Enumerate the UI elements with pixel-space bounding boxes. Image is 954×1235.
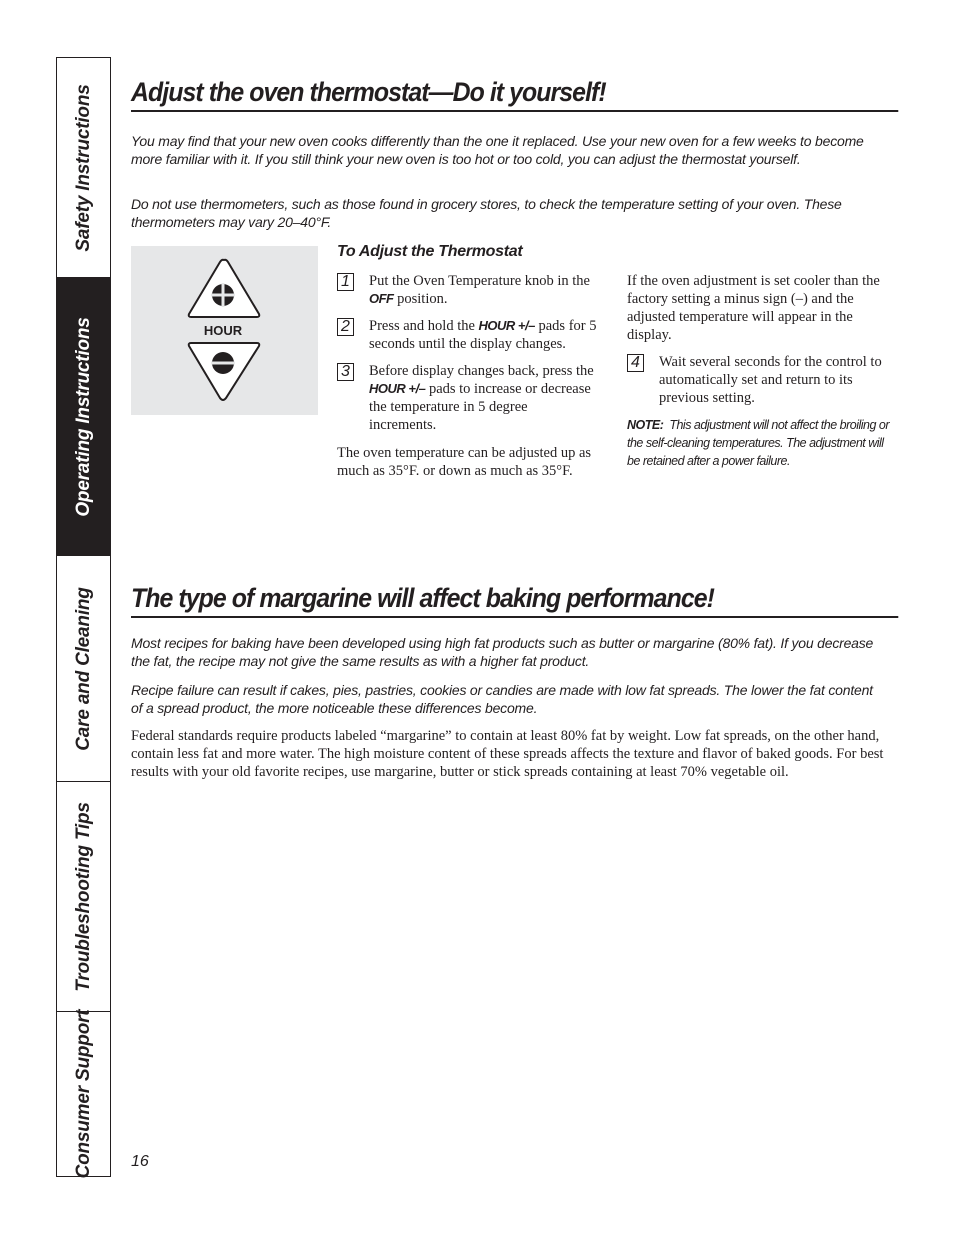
tab-care-and-cleaning[interactable] [57,556,110,782]
step-text-part: Put the Oven Temperature knob in the [369,273,590,289]
thermostat-intro-2: Do not use thermometers, such as those found in grocery stores, to check the temperature setting of your oven. These thermometers may vary 20–40°F. [131,196,842,230]
tab-label: Care and Cleaning [72,586,94,751]
tab-operating-instructions[interactable] [57,278,110,556]
tab-label: Safety Instructions [72,83,94,252]
step-text-part: Before display changes back, press the [369,363,594,379]
tab-safety-instructions[interactable] [57,58,110,278]
tab-label: Operating Instructions [72,316,94,517]
step-number: 2 [337,318,354,336]
hour-keyword: HOUR +/– [478,318,535,333]
note-text: This adjustment will not affect the broiling or the self-cleaning temperatures. The adjustment will be retained after a power failure. [627,418,890,468]
step-text-part: Wait several seconds for the control to automatically set and return to its previous setting. [659,354,882,406]
page-number: 16 [131,1153,149,1170]
margarine-heading: The type of margarine will affect baking performance! [131,583,898,618]
step-text-part: Press and hold the [369,318,479,334]
note [627,416,899,470]
hour-pads-graphic [131,246,318,415]
thermostat-heading: Adjust the oven thermostat—Do it yourself! [131,77,898,112]
hour-label: HOUR [203,323,243,338]
step-number: 4 [627,354,644,372]
step-number: 1 [337,273,354,291]
tab-label: Troubleshooting Tips [72,801,94,992]
side-tab-nav [56,57,111,1177]
adjust-thermostat-subheading: To Adjust the Thermostat [337,243,523,260]
step-text [659,353,899,407]
step-text [369,362,597,434]
cooler-text: If the oven adjustment is set cooler than the factory setting a minus sign (–) and the adjusted temperature will appear in the display. [627,273,880,343]
note-label: NOTE: [627,418,664,432]
margarine-intro-2: Recipe failure can result if cakes, pies, pastries, cookies or candies are made with low fat spreads. The lower the fat content of a spread product, the more noticeable these differences become. [131,682,873,716]
step-number: 3 [337,363,354,381]
step-text [369,317,611,353]
tab-label: Consumer Support [72,1009,94,1179]
step-text-part: pads for 5 seconds until the display changes. [369,318,597,352]
step-text-part: pads to increase or decrease the temperature in 5 degree increments. [369,381,591,433]
hour-keyword: HOUR +/– [369,381,426,396]
hour-pad-illustration [131,246,318,415]
tab-troubleshooting-tips[interactable] [57,782,110,1012]
margarine-intro-1: Most recipes for baking have been developed using high fat products such as butter or margarine (80% fat). If you decrease the fat, the recipe may not give the same results as with a higher fat product. [131,635,874,669]
margarine-body: Federal standards require products labeled “margarine” to contain at least 80% fat by weight. Low fat spreads, on the other hand, contain less fat and more water. The high moisture content of these spreads affects the texture and flavor of baked goods. For best results with your old favorite recipes, use margarine, butter or stick spreads containing at least 70% vegetable oil. [131,728,884,780]
range-text: The oven temperature can be adjusted up as much as 35°F. or down as much as 35°F. [337,445,592,479]
thermostat-intro-1: You may find that your new oven cooks differently than the one it replaced. Use your new oven for a few weeks to become more familiar with it. If you still think your new oven is too hot or too cold, you can adjust the thermostat yourself. [131,133,864,167]
tab-consumer-support[interactable] [57,1009,110,1179]
off-keyword: OFF [369,291,394,306]
step-text-part: position. [393,291,448,307]
step-text [369,272,609,308]
